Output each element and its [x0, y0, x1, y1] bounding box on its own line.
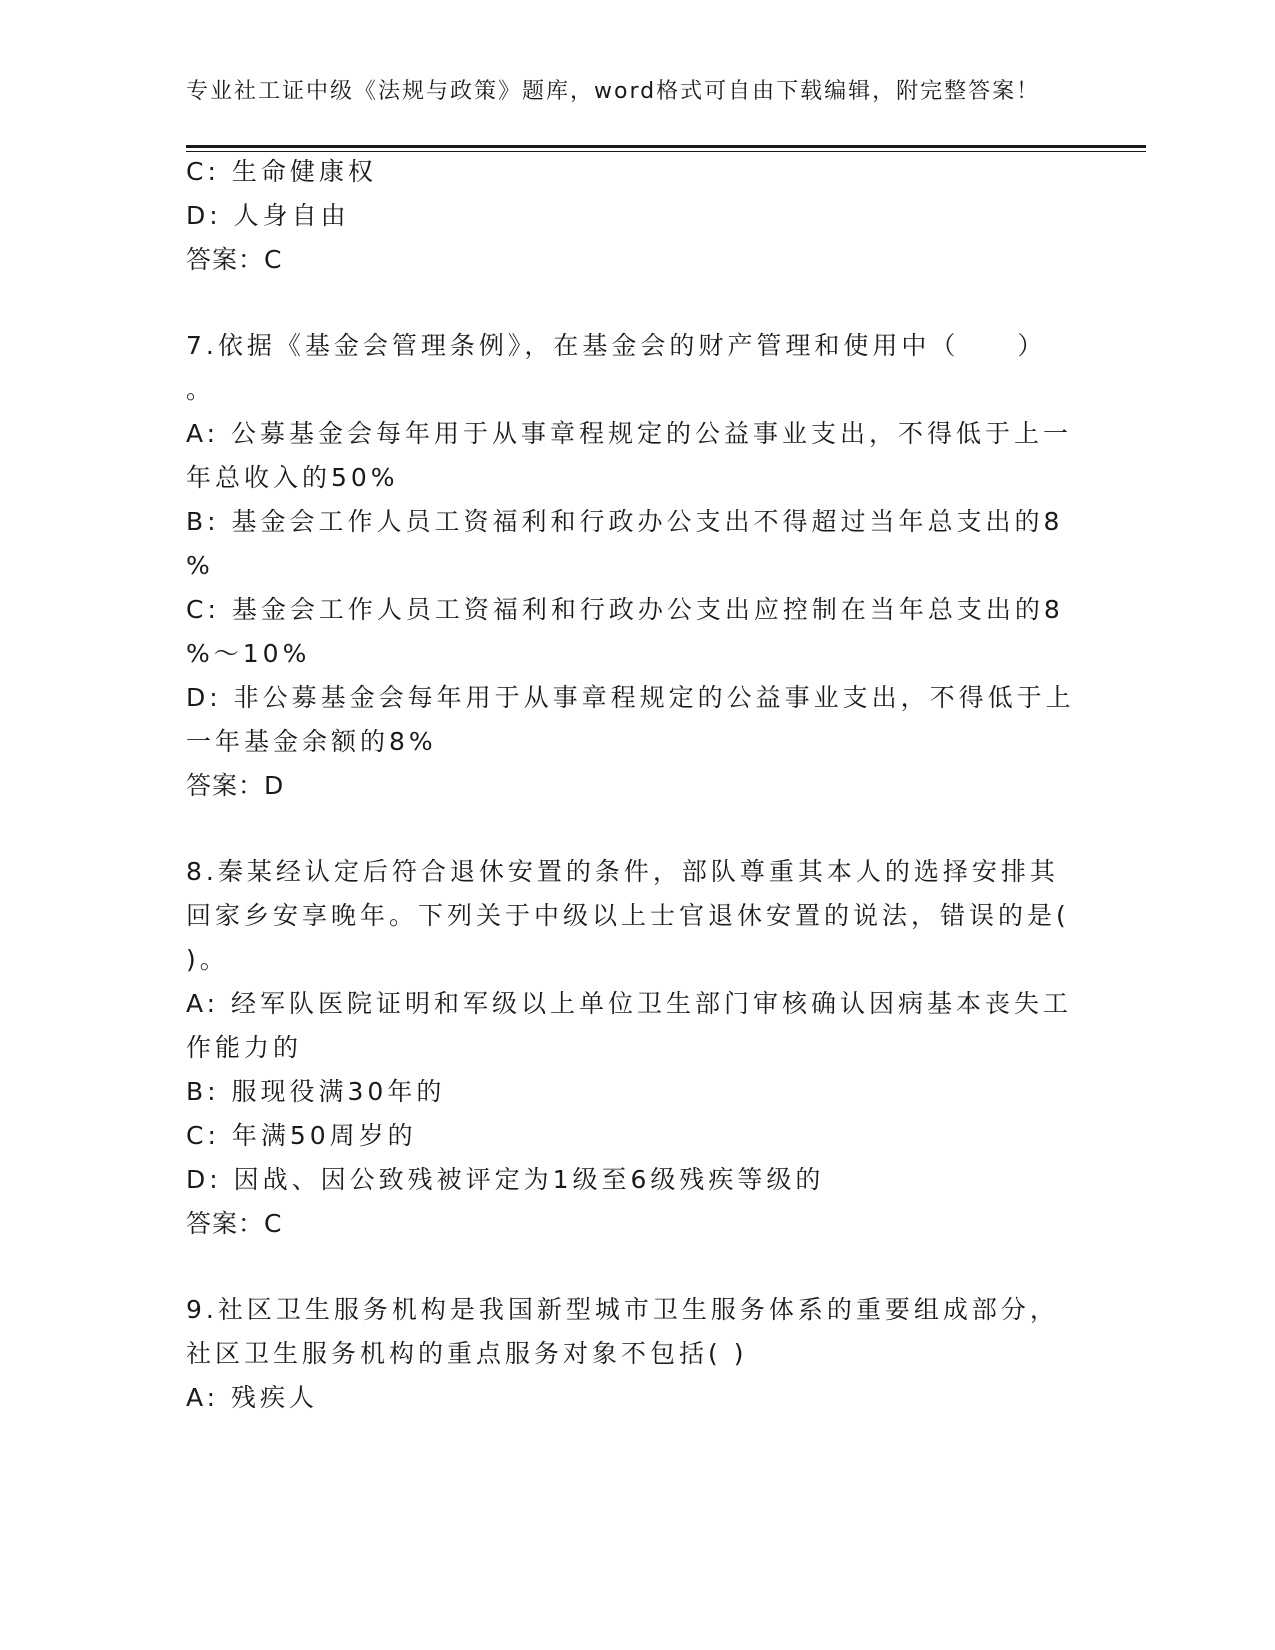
q7-stem-line1: 7.依据《基金会管理条例》，在基金会的财产管理和使用中（ ） [186, 331, 1047, 360]
q7-answer: 答案：D [186, 771, 285, 800]
q7-option-a-line1: A: 公募基金会每年用于从事章程规定的公益事业支出，不得低于上一 [186, 419, 1073, 448]
q8-option-a-line2: 作能力的 [186, 1033, 303, 1062]
q8-option-c: C: 年满50周岁的 [186, 1121, 417, 1150]
page-header: 专业社工证中级《法规与政策》题库，word格式可自由下载编辑，附完整答案！ [186, 79, 1041, 104]
q7-option-d-line2: 一年基金余额的8% [186, 727, 437, 756]
header-rule-thin [186, 151, 1146, 152]
q8-option-d: D: 因战、因公致残被评定为1级至6级残疾等级的 [186, 1165, 825, 1194]
header-rule-thick [186, 145, 1146, 148]
q6-answer: 答案：C [186, 245, 283, 274]
q7-option-b-line2: % [186, 551, 214, 580]
q7-option-d-line1: D: 非公募基金会每年用于从事章程规定的公益事业支出，不得低于上 [186, 683, 1075, 712]
q7-option-b-line1: B: 基金会工作人员工资福利和行政办公支出不得超过当年总支出的8 [186, 507, 1064, 536]
q9-option-a: A: 残疾人 [186, 1383, 319, 1412]
q7-option-c-line1: C: 基金会工作人员工资福利和行政办公支出应控制在当年总支出的8 [186, 595, 1064, 624]
q8-option-a-line1: A: 经军队医院证明和军级以上单位卫生部门审核确认因病基本丧失工 [186, 989, 1073, 1018]
q8-option-b: B: 服现役满30年的 [186, 1077, 446, 1106]
q6-option-d: D: 人身自由 [186, 201, 350, 230]
q8-stem-line1: 8.秦某经认定后符合退休安置的条件，部队尊重其本人的选择安排其 [186, 857, 1059, 886]
q7-option-a-line2: 年总收入的50% [186, 463, 399, 492]
q6-option-c: C: 生命健康权 [186, 157, 377, 186]
q7-stem-line2: 。 [186, 375, 216, 404]
q8-stem-line2: 回家乡安享晚年。下列关于中级以上士官退休安置的说法，错误的是( [186, 901, 1070, 930]
q7-option-c-line2: %～10% [186, 639, 311, 668]
q8-stem-line3: )。 [186, 945, 229, 974]
q8-answer: 答案：C [186, 1209, 283, 1238]
q9-stem-line1: 9.社区卫生服务机构是我国新型城市卫生服务体系的重要组成部分， [186, 1295, 1059, 1324]
q9-stem-line2: 社区卫生服务机构的重点服务对象不包括( ) [186, 1339, 748, 1368]
